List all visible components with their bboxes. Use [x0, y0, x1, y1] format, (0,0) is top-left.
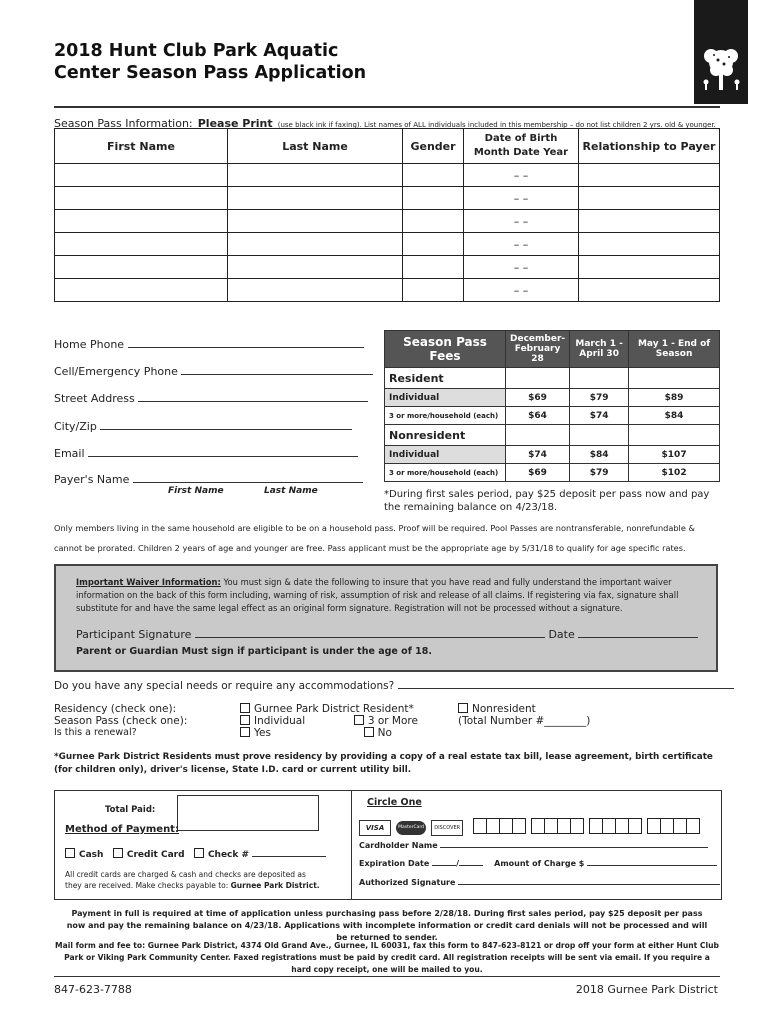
home-phone-field[interactable]: [54, 338, 364, 351]
payment-box: [54, 790, 722, 900]
dob-cell[interactable]: – –: [464, 279, 579, 302]
fee-cell: $79: [570, 389, 629, 407]
home-phone-line[interactable]: [128, 347, 364, 348]
nonresident-label: Nonresident: [385, 425, 506, 446]
fees-table: [384, 330, 720, 482]
resident-household-label: 3 or more/household (each): [385, 407, 506, 425]
card-digit-box[interactable]: [473, 818, 487, 834]
card-digit-box[interactable]: [602, 818, 616, 834]
fee-cell: $74: [506, 446, 570, 464]
first-name-cell[interactable]: [55, 233, 228, 256]
fees-resident-row: [385, 368, 720, 389]
total-number-label: (Total Number #________): [458, 715, 591, 727]
fee-cell: $84: [570, 446, 629, 464]
season-info-note-pre: (use black ink if faxing). List names of: [277, 121, 414, 129]
signature-label: Participant Signature: [76, 628, 192, 641]
payer-name-line[interactable]: [133, 482, 363, 483]
please-print: Please Print: [197, 117, 273, 130]
first-name-cell[interactable]: [55, 279, 228, 302]
authorized-field[interactable]: [359, 878, 720, 887]
member-row: [55, 256, 720, 279]
member-rows: [55, 164, 720, 302]
fees-col-1: December-February 28: [506, 331, 570, 368]
card-digit-box[interactable]: [531, 818, 545, 834]
three-more-checkbox[interactable]: [354, 715, 364, 725]
member-row: [55, 279, 720, 302]
circle-one: Circle One: [367, 797, 422, 808]
payment-methods: [65, 848, 326, 860]
credit-label: Credit Card: [126, 850, 185, 860]
fees-title: Season Pass Fees: [385, 331, 506, 368]
individual-label: Individual: [254, 715, 306, 727]
relationship-cell[interactable]: [579, 164, 720, 187]
individual-checkbox[interactable]: [240, 715, 250, 725]
yes-checkbox[interactable]: [240, 727, 250, 737]
title-line-1: 2018 Hunt Club Park Aquatic: [54, 41, 339, 61]
waiver-text: You must sign & date the following to insure that you have read and fully understand the important waiver information on the back of this form including, warning of risk, assumption of risk and release of all claims. If registering via fax, signature shall substitute for and have the same legal effect as an original form signature. Registration will not be processed without a signature.: [76, 577, 679, 613]
cell-phone-line[interactable]: [181, 374, 373, 375]
col-gender: Gender: [403, 129, 464, 164]
last-name-cell[interactable]: [228, 164, 403, 187]
home-phone-label: Home Phone: [54, 338, 125, 351]
card-digit-box[interactable]: [647, 818, 661, 834]
member-row: [55, 187, 720, 210]
method-of-payment: Method of Payment:: [65, 824, 179, 835]
col-relationship: Relationship to Payer: [579, 129, 720, 164]
payer-first-name-caption: First Name: [168, 486, 224, 496]
relationship-cell[interactable]: [579, 187, 720, 210]
last-name-cell[interactable]: [228, 279, 403, 302]
cash-label: Cash: [79, 850, 104, 860]
last-name-cell[interactable]: [228, 210, 403, 233]
check-checkbox[interactable]: [194, 848, 204, 858]
fee-cell: $69: [506, 464, 570, 482]
relationship-cell[interactable]: [579, 233, 720, 256]
card-logos: [359, 817, 700, 838]
col-last-name: Last Name: [228, 129, 403, 164]
relationship-cell[interactable]: [579, 256, 720, 279]
dob-cell[interactable]: – –: [464, 256, 579, 279]
relationship-cell[interactable]: [579, 210, 720, 233]
no-label: No: [377, 727, 392, 739]
season-info-label: Season Pass Information:: [54, 117, 193, 130]
signature-line[interactable]: [195, 637, 545, 638]
card-digit-box[interactable]: [686, 818, 700, 834]
season-pass-label: Season Pass (check one):: [54, 715, 188, 727]
nonresident-checkbox[interactable]: [458, 703, 468, 713]
special-needs-label: Do you have any special needs or require any accommodations?: [54, 680, 395, 692]
gurnee-resident-checkbox[interactable]: [240, 703, 250, 713]
resident-label: Resident: [385, 368, 506, 389]
gender-cell[interactable]: [403, 164, 464, 187]
waiver-heading: Important Waiver Information:: [76, 577, 221, 587]
nonresident-label: Nonresident: [472, 703, 536, 715]
fee-cell: $69: [506, 389, 570, 407]
questions-labels: [54, 703, 187, 739]
exp-year-line[interactable]: [459, 865, 483, 866]
cardholder-field[interactable]: [359, 841, 708, 850]
fee-cell: $64: [506, 407, 570, 425]
members-table: [54, 128, 720, 302]
dob-cell[interactable]: – –: [464, 164, 579, 187]
season-info-note-post: individuals included in this membership – do not list children 2 yrs. old & younger.: [425, 121, 716, 129]
col-first-name: First Name: [55, 129, 228, 164]
fees-footnote: *During first sales period, pay $25 deposit per pass now and pay the remaining balance on 4/23/18.: [384, 489, 710, 513]
special-needs-field[interactable]: [54, 680, 734, 692]
renewal-options: [240, 727, 418, 739]
relationship-cell[interactable]: [579, 279, 720, 302]
email-line[interactable]: [88, 456, 358, 457]
col-dob-bottom: Month Date Year: [473, 147, 569, 158]
payment-divider: [351, 791, 352, 899]
gender-cell[interactable]: [403, 256, 464, 279]
date-line[interactable]: [578, 637, 698, 638]
first-name-cell[interactable]: [55, 210, 228, 233]
card-digit-box[interactable]: [499, 818, 513, 834]
payer-last-name-caption: Last Name: [264, 486, 318, 496]
card-digit-box[interactable]: [615, 818, 629, 834]
city-zip-field[interactable]: [54, 420, 352, 433]
amount-line[interactable]: [587, 865, 717, 866]
fee-cell: $84: [629, 407, 720, 425]
waiver-text-block: [76, 576, 702, 615]
gender-cell[interactable]: [403, 279, 464, 302]
residency-label: Residency (check one):: [54, 703, 177, 715]
waiver-box: [54, 564, 718, 672]
fees-resident-individual: [385, 389, 720, 407]
fee-cell: $107: [629, 446, 720, 464]
fees-col-2: March 1 - April 30: [570, 331, 629, 368]
last-name-cell[interactable]: [228, 187, 403, 210]
residency-options: [240, 703, 418, 715]
member-row: [55, 210, 720, 233]
footer-divider: [54, 976, 720, 977]
amount-label: Amount of Charge $: [494, 859, 585, 868]
renewal-label: Is this a renewal?: [54, 727, 137, 738]
check-label: Check #: [207, 850, 250, 860]
no-checkbox[interactable]: [364, 727, 374, 737]
nonresident-individual-label: Individual: [385, 446, 506, 464]
fees-nonresident-individual: [385, 446, 720, 464]
card-digit-box[interactable]: [673, 818, 687, 834]
cell-phone-field[interactable]: [54, 365, 373, 378]
credit-checkbox[interactable]: [113, 848, 123, 858]
questions-options: [240, 703, 418, 739]
first-name-cell[interactable]: [55, 187, 228, 210]
street-line[interactable]: [138, 401, 368, 402]
street-field[interactable]: [54, 392, 368, 405]
authorized-label: Authorized Signature: [359, 878, 456, 887]
card-digit-box[interactable]: [512, 818, 526, 834]
col-dob: [464, 129, 579, 164]
pass-options: [240, 715, 418, 727]
mastercard-logo[interactable]: MasterCard: [396, 821, 426, 835]
payment-terms: Payment in full is required at time of application unless purchasing pass before 2/28/18. During first sales period, pay $25 deposit per pass now and pay the remaining balance on 4/23/18. Applications with incomplete information or credit card denials will not be processed and will be returned to sender.: [66, 909, 708, 942]
park-district-logo: [694, 0, 748, 104]
member-row: [55, 164, 720, 187]
fee-cell: $74: [570, 407, 629, 425]
nonresident-household-label: 3 or more/household (each): [385, 464, 506, 482]
dob-cell[interactable]: – –: [464, 187, 579, 210]
fees-resident-household: [385, 407, 720, 425]
fee-cell: $89: [629, 389, 720, 407]
payer-name-label: Payer's Name: [54, 473, 130, 486]
cardholder-line[interactable]: [440, 847, 708, 848]
gender-cell[interactable]: [403, 210, 464, 233]
expiration-field[interactable]: Expiration Date / Amount of Charge $: [359, 859, 717, 868]
members-header-row: [55, 129, 720, 164]
card-number-boxes[interactable]: [474, 818, 700, 838]
guardian-note: Parent or Guardian Must sign if participant is under the age of 18.: [76, 646, 432, 657]
residency-note: *Gurnee Park District Residents must prove residency by providing a copy of a real estate tax bill, lease agreement, birth certificate (for children only), driver's license, State I.D. card or current utility bill.: [54, 752, 713, 775]
member-row: [55, 233, 720, 256]
yes-label: Yes: [254, 727, 271, 739]
date-label: Date: [548, 628, 575, 641]
expiration-label: Expiration Date: [359, 859, 430, 868]
payment-note-bold: Gurnee Park District.: [230, 881, 320, 890]
card-digit-box[interactable]: [544, 818, 558, 834]
card-digit-box[interactable]: [660, 818, 674, 834]
nonresident-options: [458, 703, 590, 727]
card-digit-box[interactable]: [570, 818, 584, 834]
fees-nonresident-row: [385, 425, 720, 446]
first-name-cell[interactable]: [55, 164, 228, 187]
card-digit-box[interactable]: [486, 818, 500, 834]
fees-col-3: May 1 - End of Season: [629, 331, 720, 368]
dob-cell[interactable]: – –: [464, 210, 579, 233]
visa-logo[interactable]: VISA: [359, 820, 391, 836]
street-label: Street Address: [54, 392, 135, 405]
fees-header-row: [385, 331, 720, 368]
card-digit-box[interactable]: [628, 818, 642, 834]
cash-checkbox[interactable]: [65, 848, 75, 858]
signature-row: [76, 628, 698, 641]
payment-note: [65, 869, 323, 891]
payer-name-field[interactable]: [54, 473, 363, 486]
authorized-line[interactable]: [458, 884, 720, 885]
gender-cell[interactable]: [403, 233, 464, 256]
first-name-cell[interactable]: [55, 256, 228, 279]
season-info-note-all: ALL: [413, 121, 426, 129]
footer-copyright: 2018 Gurnee Park District: [575, 983, 718, 996]
last-name-cell[interactable]: [228, 256, 403, 279]
cardholder-label: Cardholder Name: [359, 841, 438, 850]
resident-individual-label: Individual: [385, 389, 506, 407]
payment-note-text: All credit cards are charged & cash and checks are deposited as they are received. Make checks payable to:: [65, 870, 306, 890]
form-title: [54, 40, 366, 84]
gurnee-resident-label: Gurnee Park District Resident*: [254, 703, 414, 715]
check-number-line[interactable]: [252, 856, 326, 857]
card-digit-box[interactable]: [589, 818, 603, 834]
fees-nonresident-household: [385, 464, 720, 482]
email-field[interactable]: [54, 447, 358, 460]
gender-cell[interactable]: [403, 187, 464, 210]
title-line-2: Center Season Pass Application: [54, 63, 367, 83]
discover-logo[interactable]: DISCOVER: [431, 820, 463, 836]
dob-cell[interactable]: – –: [464, 233, 579, 256]
col-dob-top: Date of Birth: [484, 133, 558, 144]
city-zip-label: City/Zip: [54, 420, 97, 433]
last-name-cell[interactable]: [228, 233, 403, 256]
household-note: Only members living in the same household are eligible to be on a household pass. Proof will be required. Pool Passes are nontransferable, nonrefundable & cannot be prorated. Children 2 years of age and younger are free. Pass applicant must be the appropriate age by 5/31/18 to qualify for age specific rates.: [54, 523, 695, 553]
total-paid-label: Total Paid:: [105, 805, 156, 815]
mail-instructions: Mail form and fee to: Gurnee Park District, 4374 Old Grand Ave., Gurnee, IL 60031, fax this form to 847-623-8121 or drop off your form at either Hunt Club Park or Viking Park Community Center. Faxed registrations must be paid by credit card. All registration receipts will be sent via email. If you require a hard copy receipt, one will be mailed to you.: [55, 941, 719, 974]
email-label: Email: [54, 447, 85, 460]
footer-phone: 847-623-7788: [54, 983, 132, 996]
cell-phone-label: Cell/Emergency Phone: [54, 365, 178, 378]
city-zip-line[interactable]: [100, 429, 352, 430]
fee-cell: $102: [629, 464, 720, 482]
title-divider: [54, 106, 720, 108]
card-digit-box[interactable]: [557, 818, 571, 834]
exp-month-line[interactable]: [432, 865, 456, 866]
three-more-label: 3 or More: [367, 715, 418, 727]
fee-cell: $79: [570, 464, 629, 482]
special-needs-line[interactable]: [398, 688, 734, 689]
total-paid-input[interactable]: [177, 795, 319, 831]
